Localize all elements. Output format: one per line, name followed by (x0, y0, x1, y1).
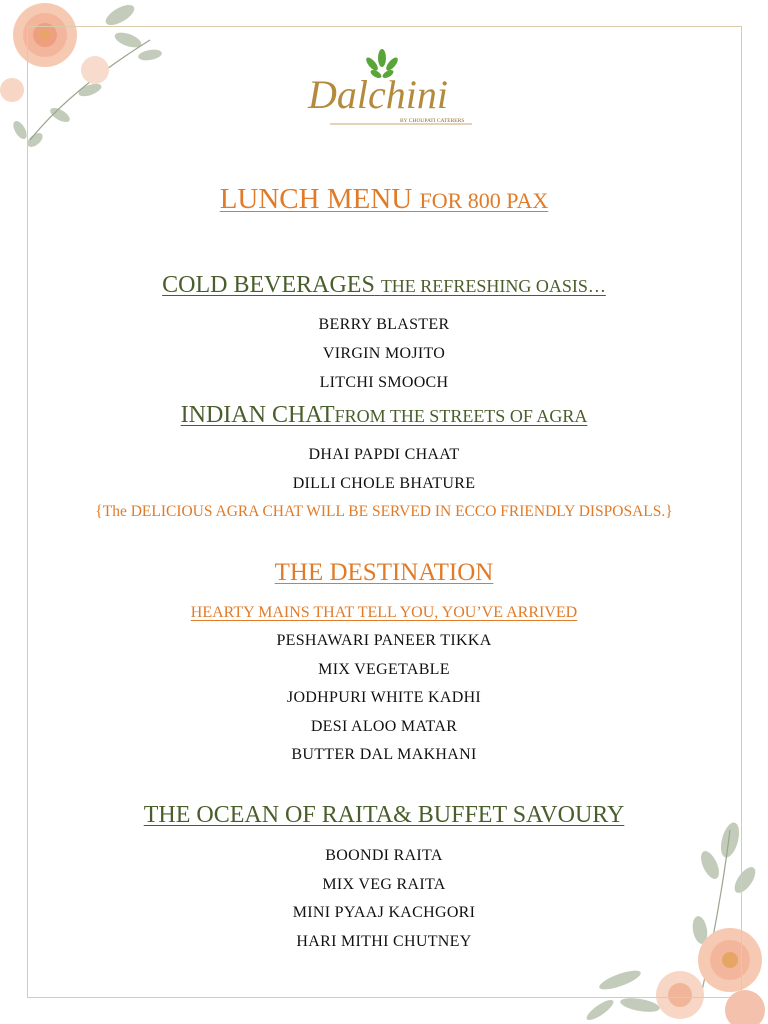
section-heading-raita: THE OCEAN OF RAITA& BUFFET SAVOURY (143, 802, 625, 828)
menu-item: HARI MITHI CHUTNEY (296, 933, 472, 950)
logo-wordmark: Dalchini (308, 72, 448, 117)
menu-item: VIRGIN MOJITO (322, 345, 446, 362)
brand-logo (302, 46, 476, 132)
section-heading-destination: THE DESTINATION (274, 559, 494, 586)
menu-item: MINI PYAAJ KACHGORI (292, 904, 476, 921)
menu-title (0, 183, 768, 216)
menu-item: BERRY BLASTER (318, 316, 450, 333)
section-subheading-destination: HEARTY MAINS THAT TELL YOU, YOU’VE ARRIVED (190, 604, 578, 621)
section-heading-indian-chat: INDIAN CHATFROM THE STREETS OF AGRA (180, 402, 588, 428)
menu-item: MIX VEGETABLE (318, 661, 450, 678)
chat-serving-note: {The DELICIOUS AGRA CHAT WILL BE SERVED IN ECCO FRIENDLY DISPOSALS.} (95, 503, 673, 520)
menu-item: BUTTER DAL MAKHANI (291, 746, 477, 763)
menu-item: BOONDI RAITA (325, 847, 443, 864)
menu-title-sub: FOR 800 PAX (419, 188, 549, 213)
menu-title-main: LUNCH MENU (219, 183, 413, 215)
menu-item: DESI ALOO MATAR (310, 718, 458, 735)
menu-item: PESHAWARI PANEER TIKKA (276, 632, 492, 649)
menu-item: LITCHI SMOOCH (319, 374, 449, 391)
menu-item: DILLI CHOLE BHATURE (292, 475, 476, 492)
menu-item: MIX VEG RAITA (322, 876, 446, 893)
menu-item: DHAI PAPDI CHAAT (308, 446, 460, 463)
section-heading-cold-beverages: COLD BEVERAGES THE REFRESHING OASIS… (162, 272, 606, 298)
menu-item: JODHPURI WHITE KADHI (286, 689, 482, 706)
logo-tagline: BY CHOUPATI CATERERS (400, 118, 465, 124)
